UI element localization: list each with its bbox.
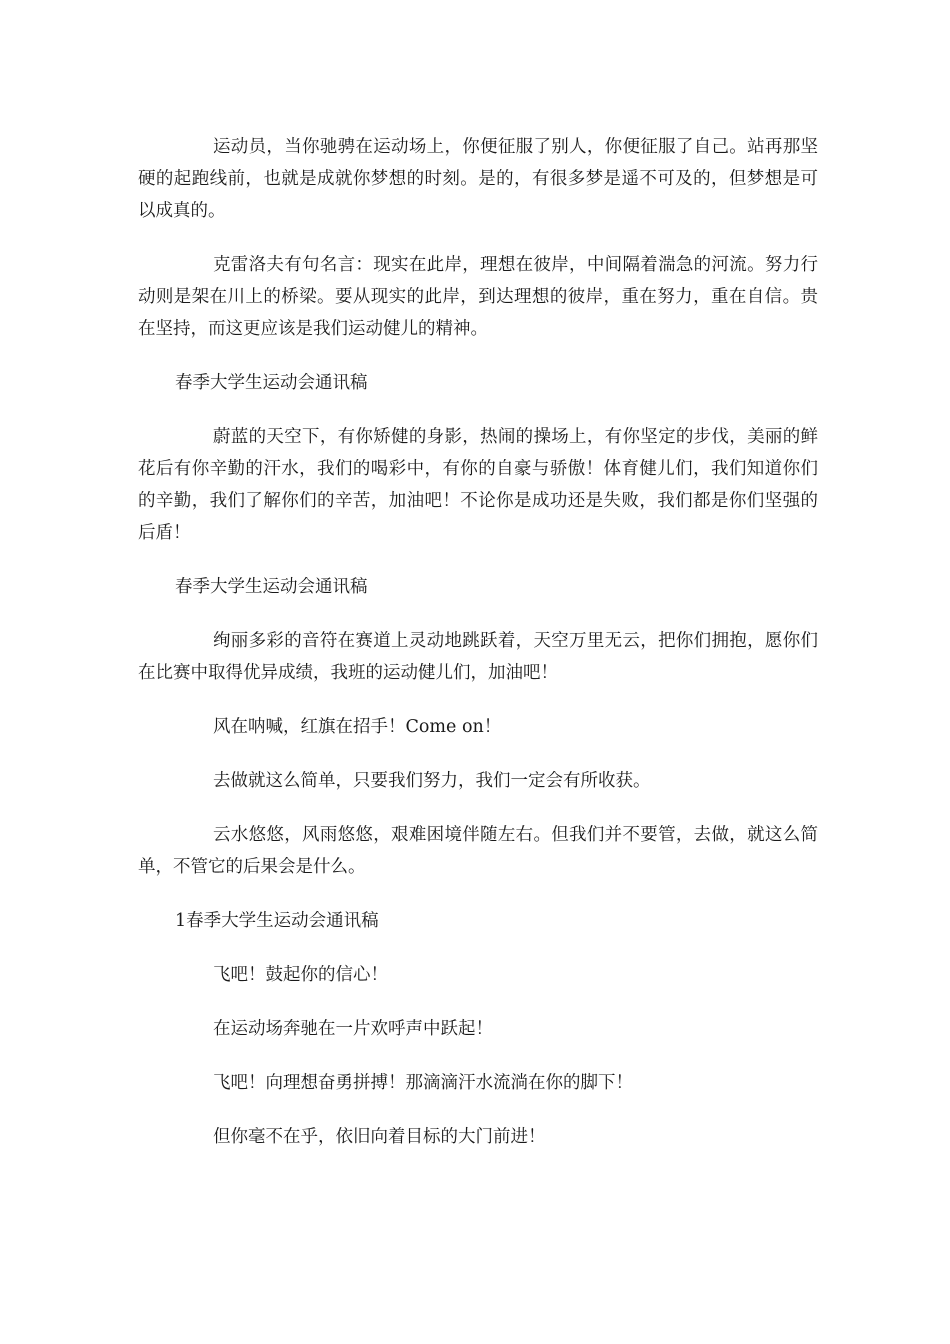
- section-heading: 春季大学生运动会通讯稿: [175, 373, 368, 393]
- paragraph: 风在呐喊，红旗在招手！Come on！: [213, 717, 502, 737]
- paragraph: 在运动场奔驰在一片欢呼声中跃起！: [213, 1019, 493, 1039]
- paragraph: 蔚蓝的天空下，有你矫健的身影，热闹的操场上，有你坚定的步伐，美丽的鲜花后有你辛勤的汗水，我们的喝彩中，有你的自豪与骄傲！体育健儿们，我们知道你们的辛勤，我们了解你们的辛苦，加油吧！不论你是成功还是失败，我们都是你们坚强的后盾！: [138, 427, 818, 543]
- paragraph: 但你毫不在乎，依旧向着目标的大门前进！: [213, 1127, 546, 1147]
- paragraph: 飞吧！鼓起你的信心！: [213, 965, 388, 985]
- paragraph: 去做就这么简单，只要我们努力，我们一定会有所收获。: [213, 771, 651, 791]
- paragraph: 飞吧！向理想奋勇拼搏！那滴滴汗水流淌在你的脚下！: [213, 1073, 633, 1093]
- paragraph: 绚丽多彩的音符在赛道上灵动地跳跃着，天空万里无云，把你们拥抱，愿你们在比赛中取得优异成绩，我班的运动健儿们，加油吧！: [138, 631, 818, 683]
- paragraph: 云水悠悠，风雨悠悠，艰难困境伴随左右。但我们并不要管，去做，就这么简单，不管它的后果会是什么。: [138, 825, 818, 877]
- document-body: [138, 131, 818, 1175]
- section-heading: 1春季大学生运动会通讯稿: [175, 911, 379, 931]
- paragraph: 运动员，当你驰骋在运动场上，你便征服了别人，你便征服了自己。站再那坚硬的起跑线前，也就是成就你梦想的时刻。是的，有很多梦是遥不可及的，但梦想是可以成真的。: [138, 137, 818, 221]
- section-heading: 春季大学生运动会通讯稿: [175, 577, 368, 597]
- paragraph: 克雷洛夫有句名言：现实在此岸，理想在彼岸，中间隔着湍急的河流。努力行动则是架在川上的桥梁。要从现实的此岸，到达理想的彼岸，重在努力，重在自信。贵在坚持，而这更应该是我们运动健儿的精神。: [138, 255, 818, 339]
